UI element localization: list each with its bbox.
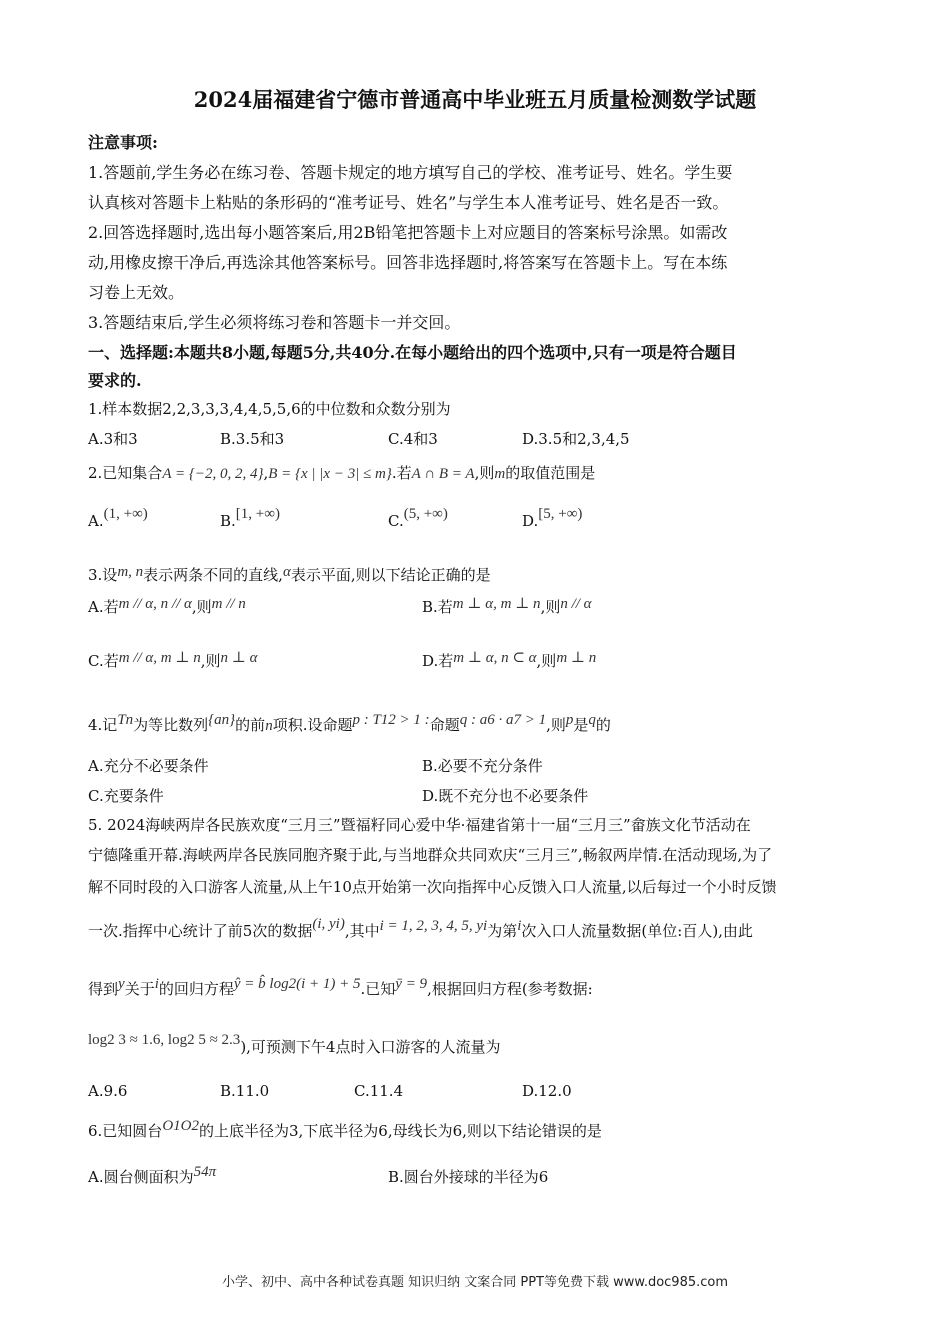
notice-line-1: 1.答题前,学生务必在练习卷、答题卡规定的地方填写自己的学校、准考证号、姓名。学生要 xyxy=(88,163,733,182)
q2-text-1: 2.已知集合 xyxy=(88,464,163,482)
q3-stem xyxy=(88,564,491,585)
q2-option-c xyxy=(388,506,448,531)
q3-b-res: n // α xyxy=(560,596,592,612)
q1-option-a: A.3和3 xyxy=(88,430,138,448)
q3-d-res: m ⊥ n xyxy=(556,650,597,666)
q3-a-res: m // n xyxy=(211,596,246,612)
q3-vars: m, n xyxy=(117,564,144,580)
q4-q: q xyxy=(588,712,596,728)
q1-option-c: C.4和3 xyxy=(388,430,438,448)
q5-line-1: 5. 2024海峡两岸各民族欢度“三月三”暨福籽同心爱中华·福建省第十一届“三月三”畲族文化节活动在 xyxy=(88,816,751,834)
q5-l4-math-1: (i, yi) xyxy=(312,916,345,932)
q3-b-cond: m ⊥ α, m ⊥ n xyxy=(452,596,541,612)
q3-d-mid: ,则 xyxy=(536,652,557,670)
q2-sep: , xyxy=(263,464,269,482)
q2-option-a-math: (1, +∞) xyxy=(103,506,148,522)
q2-set-b: B = {x | |x − 3| ≤ m} xyxy=(268,466,392,482)
q4-text-3: 的前 xyxy=(235,716,266,734)
q4-n: n xyxy=(265,718,273,734)
q2-option-a xyxy=(88,506,148,531)
q3-option-c xyxy=(88,650,257,671)
q2-option-b-label: B. xyxy=(220,512,236,530)
q1-option-b: B.3.5和3 xyxy=(220,430,285,448)
q6-a-pre: A.圆台侧面积为 xyxy=(88,1168,194,1186)
q5-l5-math-2: i xyxy=(154,976,159,992)
q5-option-d: D.12.0 xyxy=(522,1082,572,1100)
q5-regression-equation: ŷ = b̂ log2(i + 1) + 5 xyxy=(233,976,361,992)
q2-option-b xyxy=(220,506,280,531)
q3-b-pre: B.若 xyxy=(422,598,453,616)
q5-option-b: B.11.0 xyxy=(220,1082,270,1100)
q6-text-1: 6.已知圆台 xyxy=(88,1122,163,1140)
q6-option-b: B.圆台外接球的半径为6 xyxy=(388,1168,549,1186)
q2-text-4: 的取值范围是 xyxy=(505,464,596,482)
q4-prop-q: q : a6 · a7 > 1 xyxy=(459,712,547,728)
q4-stem xyxy=(88,714,611,735)
notice-heading: 注意事项: xyxy=(88,133,158,152)
notice-line-5: 习卷上无效。 xyxy=(88,283,185,302)
q2-set-a: A = {−2, 0, 2, 4} xyxy=(162,466,264,482)
q4-text-6: ,则 xyxy=(546,716,566,734)
q4-p: p xyxy=(565,712,574,728)
q1-option-d: D.3.5和2,3,4,5 xyxy=(522,430,630,448)
q2-option-c-label: C. xyxy=(388,512,404,530)
q5-line-4 xyxy=(88,916,753,941)
q5-option-c: C.11.4 xyxy=(354,1082,404,1100)
q4-text-5: 命题 xyxy=(429,716,460,734)
q3-d-cond: m ⊥ α, n ⊂ α xyxy=(453,650,537,666)
q2-variable: m xyxy=(494,466,506,482)
q3-a-pre: A.若 xyxy=(88,598,119,616)
section-heading-1: 一、选择题:本题共8小题,每题5分,共40分.在每小题给出的四个选项中,只有一项是符合题目 xyxy=(88,343,737,362)
q6-option-a xyxy=(88,1166,216,1187)
page-footer: 小学、初中、高中各种试卷真题 知识归纳 文案合同 PPT等免费下载 www.doc985.com xyxy=(221,1275,729,1290)
q2-option-d-label: D. xyxy=(522,512,539,530)
q4-option-d: D.既不充分也不必要条件 xyxy=(422,787,589,805)
q5-l5-text-5: ,根据回归方程(参考数据: xyxy=(427,980,593,998)
q5-reference-data: log2 3 ≈ 1.6, log2 5 ≈ 2.3 xyxy=(88,1032,241,1048)
q3-alpha: α xyxy=(282,564,291,580)
q5-line-6 xyxy=(88,1032,501,1057)
q5-line-2: 宁德隆重开幕.海峡两岸各民族同胞齐聚于此,与当地群众共同欢庆“三月三”,畅叙两岸情.在活动现场,为了 xyxy=(88,846,773,864)
q4-text-1: 4.记 xyxy=(88,716,118,734)
q5-l4-text-1: 一次.指挥中心统计了前5次的数据 xyxy=(88,922,313,940)
notice-line-4: 动,用橡皮擦干净后,再选涂其他答案标号。回答非选择题时,将答案写在答题卡上。写在本练 xyxy=(88,253,728,272)
q2-option-b-math: [1, +∞) xyxy=(235,506,280,522)
q5-l4-math-3: i xyxy=(517,918,522,934)
q6-a-math: 54π xyxy=(193,1164,217,1180)
q5-l5-math-4: ȳ = 9 xyxy=(395,976,428,992)
q6-text-2: 的上底半径为3,下底半径为6,母线长为6,则以下结论错误的是 xyxy=(198,1122,602,1140)
q3-b-mid: ,则 xyxy=(540,598,561,616)
q6-stem xyxy=(88,1120,602,1141)
notice-line-6: 3.答题结束后,学生必须将练习卷和答题卡一并交回。 xyxy=(88,313,461,332)
q5-l5-text-2: 关于 xyxy=(124,980,155,998)
q4-text-7: 是 xyxy=(573,716,589,734)
q3-a-cond: m // α, n // α xyxy=(118,596,192,612)
q5-line-3: 解不同时段的入口游客人流量,从上午10点开始第一次向指挥中心反馈入口人流量,以后每过一个小时反馈 xyxy=(88,878,777,896)
q2-text-3: ,则 xyxy=(474,464,495,482)
q4-option-c: C.充要条件 xyxy=(88,787,164,805)
q5-option-a: A.9.6 xyxy=(88,1082,128,1100)
q5-l4-math-2: i = 1, 2, 3, 4, 5, yi xyxy=(379,918,488,934)
q4-text-4: 项积.设命题 xyxy=(272,716,353,734)
q3-text-1: 3.设 xyxy=(88,566,118,584)
q6-frustum: O1O2 xyxy=(162,1118,199,1134)
section-heading-2: 要求的. xyxy=(88,371,142,390)
q5-l6-text-1: ),可预测下午4点时入口游客的人流量为 xyxy=(240,1038,501,1056)
q5-l4-text-3: 为第 xyxy=(487,922,518,940)
q3-option-b xyxy=(422,596,592,617)
q4-Tn: Tn xyxy=(117,712,134,728)
exam-title: 2024届福建省宁德市普通高中毕业班五月质量检测数学试题 xyxy=(193,87,757,112)
q5-l5-text-1: 得到 xyxy=(88,980,119,998)
notice-line-3: 2.回答选择题时,选出每小题答案后,用2B铅笔把答题卡上对应题目的答案标号涂黑。如需改 xyxy=(88,223,728,242)
q3-c-pre: C.若 xyxy=(88,652,119,670)
q3-d-pre: D.若 xyxy=(422,652,454,670)
notice-line-2: 认真核对答题卡上粘贴的条形码的“准考证号、姓名”与学生本人准考证号、姓名是否一致。 xyxy=(88,193,729,212)
q3-text-3: 表示平面,则以下结论正确的是 xyxy=(290,566,491,584)
q4-prop-p: p : T12 > 1 : xyxy=(352,712,430,728)
q5-l4-text-4: 次入口人流量数据(单位:百人),由此 xyxy=(521,922,753,940)
q3-option-d xyxy=(422,650,596,671)
q5-l4-text-2: ,其中 xyxy=(344,922,380,940)
q3-c-mid: ,则 xyxy=(200,652,221,670)
q2-option-d xyxy=(522,506,583,531)
q2-stem xyxy=(88,462,595,483)
q2-text-2: .若 xyxy=(391,464,412,482)
q5-line-5 xyxy=(88,978,593,999)
q4-an: {an} xyxy=(208,712,236,728)
q3-option-a xyxy=(88,596,246,617)
q3-c-cond: m // α, m ⊥ n xyxy=(118,650,201,666)
q4-option-b: B.必要不充分条件 xyxy=(422,757,543,775)
q3-c-res: n ⊥ α xyxy=(220,650,258,666)
q3-text-2: 表示两条不同的直线, xyxy=(143,566,283,584)
q5-l5-math-1: y xyxy=(118,976,125,992)
q5-l5-text-3: 的回归方程 xyxy=(158,980,234,998)
q4-option-a: A.充分不必要条件 xyxy=(88,757,209,775)
q3-a-mid: ,则 xyxy=(191,598,212,616)
q2-option-d-math: [5, +∞) xyxy=(538,506,583,522)
q2-option-c-math: (5, +∞) xyxy=(403,506,448,522)
q2-condition: A ∩ B = A xyxy=(411,466,475,482)
q4-text-8: 的 xyxy=(595,716,611,734)
q5-l5-text-4: .已知 xyxy=(360,980,396,998)
q2-option-a-label: A. xyxy=(88,512,104,530)
q1-stem: 1.样本数据2,2,3,3,3,4,4,5,5,6的中位数和众数分别为 xyxy=(88,400,451,418)
q4-text-2: 为等比数列 xyxy=(133,716,209,734)
